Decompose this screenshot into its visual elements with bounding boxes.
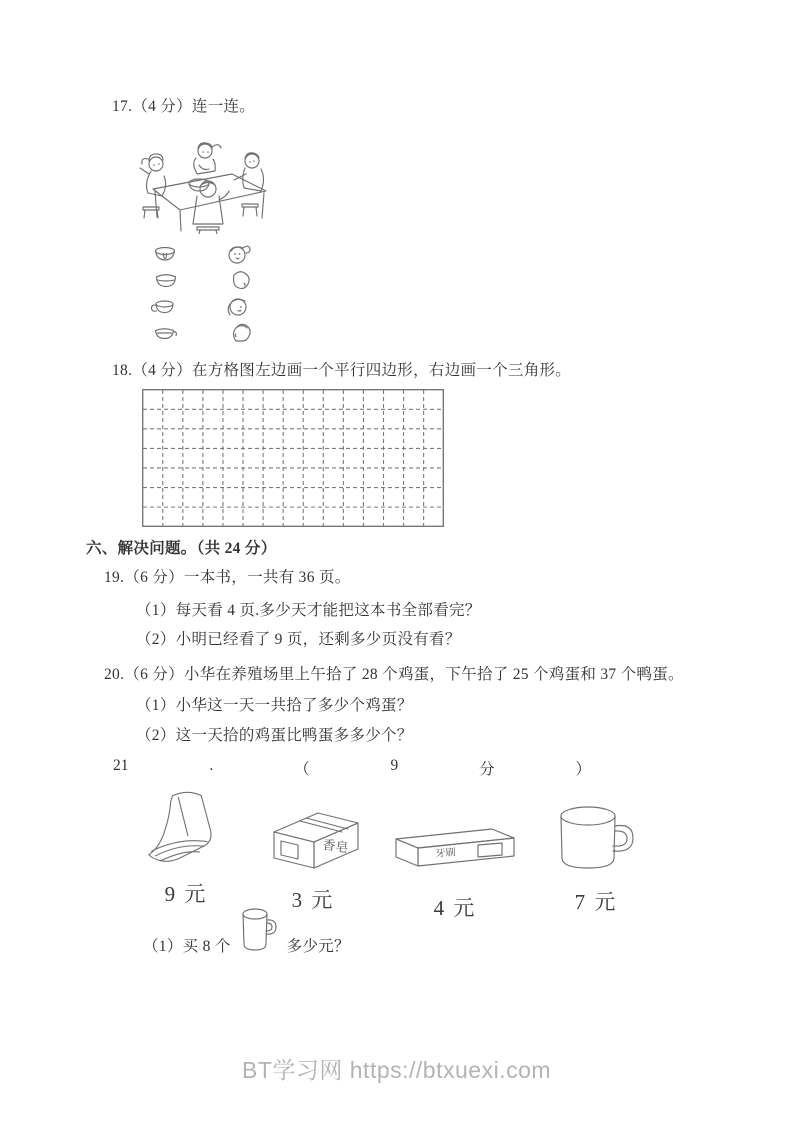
soap-box-icon (262, 804, 364, 874)
q21-dot: . (209, 757, 214, 774)
rice-bowl-icon (153, 269, 179, 293)
toothbrush-box-price: 4 元 (433, 896, 477, 920)
toothbrush-box-label: 牙刷 (435, 847, 457, 860)
q20-sub1: （1）小华这一天一共拾了多少个鸡蛋？ (136, 697, 413, 714)
item-toothbrush-box (385, 790, 525, 922)
section6-title: 六、解决问题。（共 24 分） (86, 540, 277, 557)
q21-points: 9 (390, 757, 399, 774)
q19-sub2: （2）小明已经看了 9 页，还剩多少页没有看？ (136, 631, 461, 648)
item-soap-box (258, 790, 368, 914)
q19-sub1: （1）每天看 4 页.多少天才能把这本书全部看完？ (136, 602, 481, 619)
q21-header (113, 757, 591, 779)
mug-icon (550, 802, 642, 874)
q21-paren-open: （ (294, 761, 310, 778)
q20-title: 20.（6 分）小华在养殖场里上午拾了 28 个鸡蛋，下午拾了 25 个鸡蛋和 37 个鸭蛋。 (104, 666, 684, 683)
girl-bun-head-icon (226, 241, 252, 267)
q20-sub2: （2）这一天拾的鸡蛋比鸭蛋多多少个？ (136, 727, 413, 744)
q21-number: 21 (113, 757, 129, 774)
grid-icon (142, 389, 444, 527)
q18-title: 18.（4 分）在方格图左边画一个平行四边形，右边画一个三角形。 (112, 362, 572, 379)
toothbrush-box-icon (388, 824, 522, 874)
grid-figure (142, 389, 444, 527)
site-watermark: BT学习网 https://btxuexi.com (241, 1057, 552, 1083)
soap-box-price: 3 元 (291, 888, 335, 912)
children-at-table-icon (135, 127, 275, 234)
towel-price: 9 元 (164, 882, 208, 906)
q21-sub1 (143, 906, 350, 958)
soap-box-label: 香皂 (321, 837, 350, 856)
bowl-with-spoon-icon (152, 243, 178, 267)
q21-sub1-prefix: （1）买 8 个 (143, 938, 231, 955)
teacup-icon (152, 322, 178, 346)
q21-paren-close: ） (575, 761, 591, 778)
q21-points-unit: 分 (479, 761, 495, 778)
item-towel (136, 790, 236, 908)
inline-mug-icon (239, 906, 279, 958)
cup-left-handle-icon (150, 296, 176, 320)
children-at-table-illustration (135, 127, 275, 234)
girl-ponytail-head-icon (224, 294, 250, 320)
item-mug (548, 790, 644, 916)
q19-title: 19.（6 分）一本书，一共有 36 页。 (104, 569, 351, 586)
boy-profile-head-icon (228, 320, 252, 346)
q17-title: 17.（4 分）连一连。 (112, 98, 256, 115)
q21-sub1-suffix: 多少元？ (286, 938, 350, 955)
mug-price: 7 元 (574, 890, 618, 914)
towel-icon (138, 788, 234, 874)
round-head-icon (228, 267, 252, 293)
